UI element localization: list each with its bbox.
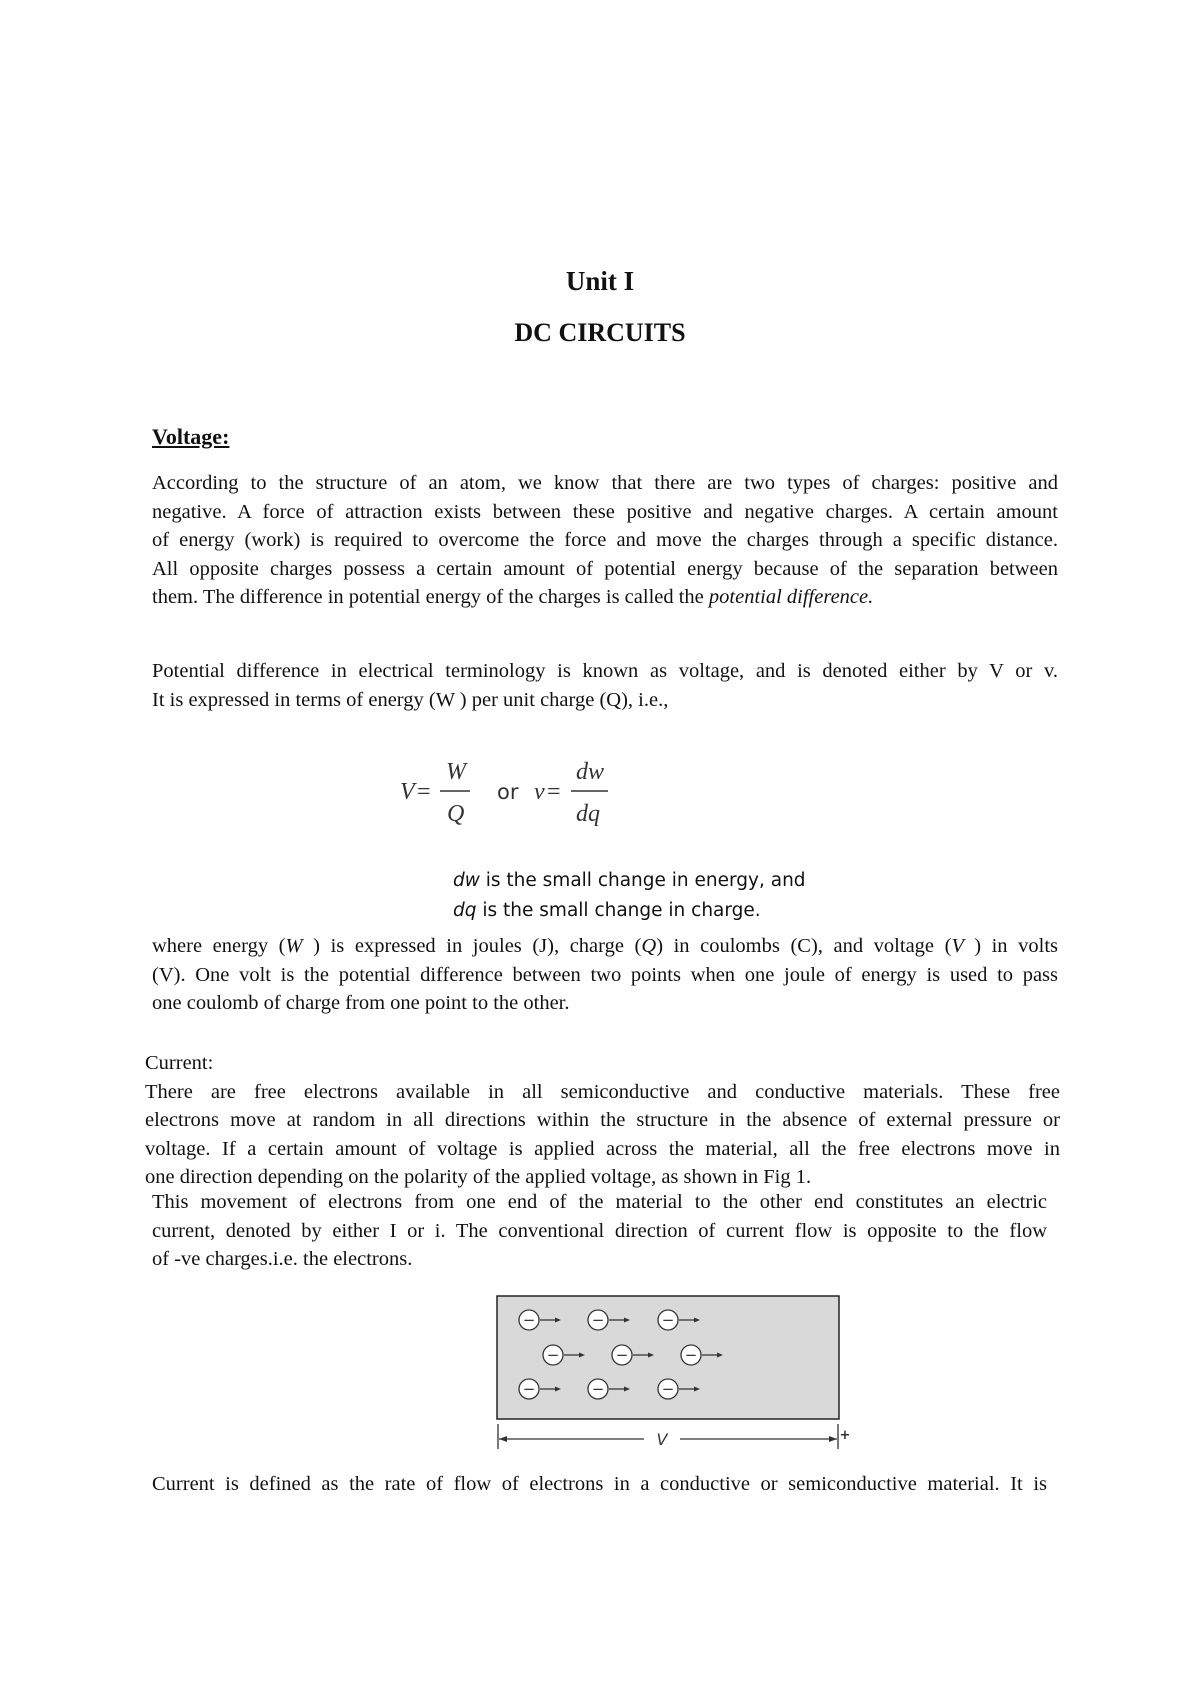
text-line: negative. A force of attraction exists between these positive and negative charges. A certain amount bbox=[152, 500, 1058, 523]
plus-label: + bbox=[839, 1428, 851, 1443]
formula-dw: dw bbox=[576, 759, 605, 785]
note-line bbox=[453, 866, 806, 896]
formula-Q: Q bbox=[447, 801, 465, 827]
voltage-paragraph-3 bbox=[152, 932, 1058, 1018]
formula-notes bbox=[453, 866, 806, 926]
note-text: is the small change in energy, and bbox=[479, 870, 806, 891]
text-line: of energy (work) is required to overcome the force and move the charges through a specific distance. bbox=[152, 529, 1058, 551]
electron-sign: − bbox=[522, 1311, 536, 1329]
text-line: one direction depending on the polarity of the applied voltage, as shown in Fig 1. bbox=[145, 1166, 812, 1188]
text-segment: ) is expressed in joules (J), charge ( bbox=[313, 935, 642, 957]
note-line bbox=[453, 896, 806, 926]
voltage-arrowhead-left bbox=[499, 1436, 507, 1442]
text-line: voltage. If a certain amount of voltage is applied across the material, all the free electrons move in bbox=[145, 1137, 1060, 1160]
electron-sign: − bbox=[661, 1311, 675, 1329]
electron-sign: − bbox=[661, 1380, 675, 1398]
note-term: dw bbox=[453, 870, 480, 891]
text-line bbox=[152, 583, 1058, 612]
italic-term: Q bbox=[641, 935, 657, 957]
formula-dq: dq bbox=[576, 801, 600, 827]
italic-term: V bbox=[951, 935, 975, 957]
electron-sign: − bbox=[615, 1346, 629, 1364]
text-line: According to the structure of an atom, we know that there are two types of charges: positive and bbox=[152, 472, 1058, 494]
voltage-label: V bbox=[656, 1430, 668, 1449]
text-segment: ) in coulombs (C), and voltage ( bbox=[656, 935, 952, 957]
formula-equals-1: = bbox=[417, 779, 431, 805]
voltage-formula bbox=[398, 752, 628, 840]
electron-sign: − bbox=[522, 1380, 536, 1398]
formula-V: V bbox=[400, 779, 415, 805]
voltage-paragraph-1 bbox=[152, 469, 1058, 612]
text-segment: where energy ( bbox=[152, 935, 286, 957]
italic-term: W bbox=[285, 935, 314, 957]
note-text: is the small change in charge. bbox=[476, 900, 761, 921]
text-segment: ) in volts bbox=[974, 935, 1059, 957]
voltage-paragraph-2 bbox=[152, 657, 1058, 714]
formula-v: v bbox=[534, 779, 545, 805]
formula-W: W bbox=[446, 759, 466, 785]
electron-flow-figure bbox=[496, 1295, 851, 1465]
text-segment: them. The difference in potential energy of the charges is called the bbox=[152, 586, 709, 608]
chapter-title: DC CIRCUITS bbox=[514, 318, 686, 347]
electron-sign: − bbox=[684, 1346, 698, 1364]
electron-sign: − bbox=[591, 1380, 605, 1398]
note-term: dq bbox=[453, 900, 477, 921]
text-line bbox=[152, 932, 1058, 961]
text-line: Potential difference in electrical terminology is known as voltage, and is denoted either by V or v. bbox=[152, 660, 1058, 682]
current-paragraph-1 bbox=[145, 1049, 1060, 1192]
formula-equals-2: = bbox=[547, 779, 561, 805]
text-line: (V). One volt is the potential difference between two points when one joule of energy is used to pass bbox=[152, 963, 1058, 986]
current-paragraph-2 bbox=[152, 1188, 1047, 1274]
voltage-arrowhead-right bbox=[829, 1436, 837, 1442]
italic-term: potential difference. bbox=[708, 586, 874, 608]
text-line: current, denoted by either I or i. The conventional direction of current flow is opposite to the flow bbox=[152, 1219, 1047, 1242]
text-line: one coulomb of charge from one point to the other. bbox=[152, 992, 570, 1014]
formula-or: or bbox=[497, 780, 519, 804]
text-line: All opposite charges possess a certain amount of potential energy because of the separation between bbox=[152, 557, 1058, 580]
text-line: It is expressed in terms of energy (W ) per unit charge (Q), i.e., bbox=[152, 688, 669, 711]
current-paragraph-3 bbox=[152, 1470, 1047, 1499]
electron-sign: − bbox=[591, 1311, 605, 1329]
electron-sign: − bbox=[546, 1346, 560, 1364]
text-line: There are free electrons available in all semiconductive and conductive materials. These free bbox=[145, 1080, 1060, 1103]
text-line: Current is defined as the rate of flow of electrons in a conductive or semiconductive material. It is bbox=[152, 1473, 1047, 1495]
text-line: electrons move at random in all directions within the structure in the absence of external pressure or bbox=[145, 1109, 1060, 1131]
text-line: This movement of electrons from one end of the material to the other end constitutes an electric bbox=[152, 1191, 1047, 1213]
text-line: of -ve charges.i.e. the electrons. bbox=[152, 1248, 413, 1270]
unit-title: Unit I bbox=[565, 266, 635, 296]
current-heading: Current: bbox=[145, 1052, 214, 1074]
voltage-heading: Voltage: bbox=[152, 424, 230, 449]
